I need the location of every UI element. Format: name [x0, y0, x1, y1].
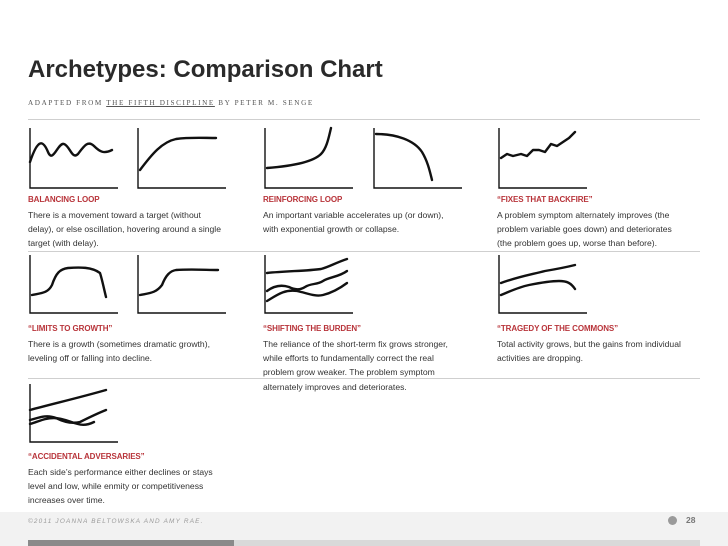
page-number: 28 — [686, 515, 696, 525]
desc-line: leveling off or falling into decline. — [28, 353, 153, 364]
desc-line: problem grow weaker. The problem symptom — [263, 367, 435, 378]
desc-line: There is a growth (sometimes dramatic growth), — [28, 339, 210, 349]
subtitle-suffix: BY PETER M. SENGE — [214, 99, 314, 107]
balancing-loop-description — [28, 208, 250, 251]
desc-line: while efforts to fundamentally correct the real — [263, 353, 434, 364]
tragedy-of-the-commons-description — [497, 337, 707, 365]
desc-line: alternately improves and deteriorates. — [263, 381, 407, 392]
header-divider — [28, 119, 700, 120]
reinforcing-loop-heading: REINFORCING LOOP — [263, 195, 343, 204]
desc-line: target (with delay). — [28, 238, 99, 249]
desc-line: Each side’s performance either declines or stays — [28, 467, 213, 477]
accidental-adversaries-graph — [28, 384, 118, 442]
fixes-that-backfire-description — [497, 208, 707, 251]
tragedy-of-the-commons-graph — [497, 255, 587, 313]
shifting-the-burden-heading: “SHIFTING THE BURDEN” — [263, 324, 361, 333]
page-indicator-dot-icon — [668, 516, 677, 525]
desc-line: activities are dropping. — [497, 353, 583, 364]
fixes-that-backfire-heading: “FIXES THAT BACKFIRE” — [497, 195, 593, 204]
copyright-notice: ©2011 JOANNA BELTOWSKA AND AMY RAE. — [28, 518, 204, 525]
limits-to-growth-level-graph — [136, 255, 226, 313]
limits-to-growth-heading: “LIMITS TO GROWTH” — [28, 324, 113, 333]
fixes-that-backfire-graph — [497, 128, 587, 188]
shifting-the-burden-description — [263, 337, 485, 394]
reinforcing-loop-growth-graph — [263, 128, 353, 188]
desc-line: The reliance of the short-term fix grows stronger, — [263, 339, 448, 349]
limits-to-growth-decline-graph — [28, 255, 118, 313]
desc-line: problem variable goes down) and deteriorates — [497, 224, 672, 235]
reinforcing-loop-description — [263, 208, 485, 236]
desc-line: There is a movement toward a target (without — [28, 210, 201, 220]
limits-to-growth-description — [28, 337, 250, 365]
desc-line: increases over time. — [28, 495, 105, 506]
reinforcing-loop-collapse-graph — [372, 128, 462, 188]
desc-line: Total activity grows, but the gains from individual — [497, 339, 681, 349]
desc-line: level and low, while enmity or competitiveness — [28, 481, 204, 492]
balancing-loop-delay-graph — [28, 128, 118, 188]
desc-line: (the problem goes up, worse than before). — [497, 238, 658, 249]
page-title: Archetypes: Comparison Chart — [28, 56, 383, 83]
page-subtitle — [28, 99, 314, 107]
subtitle-book-title: THE FIFTH DISCIPLINE — [106, 99, 215, 107]
balancing-loop-target-graph — [136, 128, 226, 188]
balancing-loop-heading: BALANCING LOOP — [28, 195, 100, 204]
shifting-the-burden-graph — [263, 255, 353, 313]
accidental-adversaries-heading: “ACCIDENTAL ADVERSARIES” — [28, 452, 145, 461]
slide-progress-thumb[interactable] — [28, 540, 234, 546]
accidental-adversaries-description — [28, 465, 250, 508]
desc-line: with exponential growth or collapse. — [263, 224, 400, 235]
desc-line: A problem symptom alternately improves (the — [497, 210, 670, 220]
desc-line: An important variable accelerates up (or down), — [263, 210, 444, 220]
subtitle-prefix: ADAPTED FROM — [28, 99, 107, 107]
row-divider-1 — [28, 251, 700, 252]
tragedy-of-the-commons-heading: “TRAGEDY OF THE COMMONS” — [497, 324, 619, 333]
desc-line: delay), or else oscillation, hovering around a single — [28, 224, 221, 235]
